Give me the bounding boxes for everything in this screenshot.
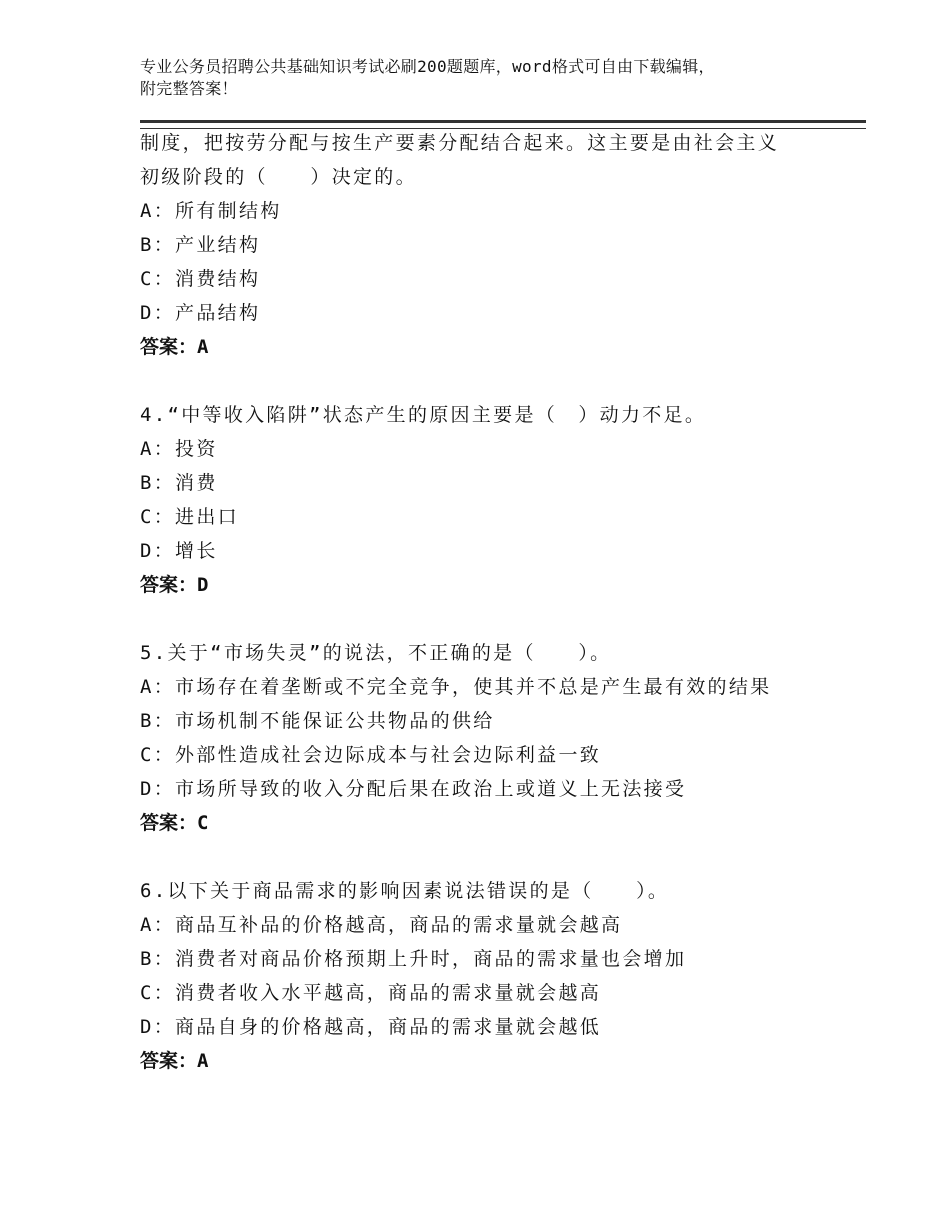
option-d [140, 534, 870, 568]
option-letter: C： [140, 982, 176, 1004]
option-letter: D： [140, 1016, 176, 1038]
option-letter: C： [140, 268, 176, 290]
question-stem: 制度，把按劳分配与按生产要素分配结合起来。这主要是由社会主义 [140, 132, 780, 154]
question-stem: 4.“中等收入陷阱”状态产生的原因主要是（ ）动力不足。 [140, 404, 707, 426]
option-letter: B： [140, 234, 176, 256]
option-b [140, 942, 870, 976]
option-text: 市场所导致的收入分配后果在政治上或道义上无法接受 [175, 778, 687, 800]
header-title-line1: 专业公务员招聘公共基础知识考试必刷200题题库，word格式可自由下载编辑， [140, 57, 715, 76]
option-text: 商品自身的价格越高，商品的需求量就会越低 [175, 1016, 602, 1038]
option-text: 产业结构 [175, 234, 261, 256]
option-letter: A： [140, 914, 176, 936]
option-text: 消费结构 [175, 268, 261, 290]
option-a [140, 194, 870, 228]
answer-label: 答案：A [140, 336, 209, 358]
option-b [140, 704, 870, 738]
option-c [140, 738, 870, 772]
question-5 [140, 636, 870, 840]
answer-label: 答案：C [140, 812, 209, 834]
option-text: 消费者对商品价格预期上升时，商品的需求量也会增加 [175, 948, 687, 970]
option-a [140, 432, 870, 466]
option-text: 商品互补品的价格越高，商品的需求量就会越高 [175, 914, 623, 936]
option-letter: A： [140, 200, 176, 222]
option-letter: C： [140, 744, 176, 766]
option-text: 投资 [175, 438, 218, 460]
option-b [140, 228, 870, 262]
option-letter: A： [140, 676, 176, 698]
question-3 [140, 126, 870, 364]
option-d [140, 1010, 870, 1044]
spacer [140, 840, 870, 874]
option-letter: B： [140, 710, 176, 732]
question-stem: 初级阶段的（ ）决定的。 [140, 166, 417, 188]
option-text: 消费者收入水平越高，商品的需求量就会越高 [175, 982, 602, 1004]
option-text: 市场机制不能保证公共物品的供给 [175, 710, 495, 732]
option-text: 产品结构 [175, 302, 261, 324]
option-text: 增长 [175, 540, 218, 562]
option-c [140, 262, 870, 296]
header-title-line2: 附完整答案！ [140, 79, 238, 98]
option-letter: C： [140, 506, 176, 528]
option-c [140, 976, 870, 1010]
answer-label: 答案：D [140, 574, 209, 596]
option-letter: D： [140, 778, 176, 800]
page-header [140, 56, 830, 100]
option-c [140, 500, 870, 534]
option-d [140, 296, 870, 330]
spacer [140, 602, 870, 636]
option-text: 市场存在着垄断或不完全竞争，使其并不总是产生最有效的结果 [175, 676, 772, 698]
option-text: 进出口 [175, 506, 239, 528]
spacer [140, 364, 870, 398]
option-d [140, 772, 870, 806]
option-text: 所有制结构 [175, 200, 282, 222]
option-letter: B： [140, 472, 176, 494]
answer-label: 答案：A [140, 1050, 209, 1072]
question-4 [140, 398, 870, 602]
option-letter: B： [140, 948, 176, 970]
option-text: 外部性造成社会边际成本与社会边际利益一致 [175, 744, 602, 766]
option-b [140, 466, 870, 500]
option-letter: D： [140, 302, 176, 324]
question-6 [140, 874, 870, 1078]
option-letter: D： [140, 540, 176, 562]
question-list [140, 126, 870, 1078]
question-stem: 6.以下关于商品需求的影响因素说法错误的是（ ）。 [140, 880, 670, 902]
option-a [140, 908, 870, 942]
question-stem: 5.关于“市场失灵”的说法，不正确的是（ ）。 [140, 642, 612, 664]
option-a [140, 670, 870, 704]
option-text: 消费 [175, 472, 218, 494]
option-letter: A： [140, 438, 176, 460]
